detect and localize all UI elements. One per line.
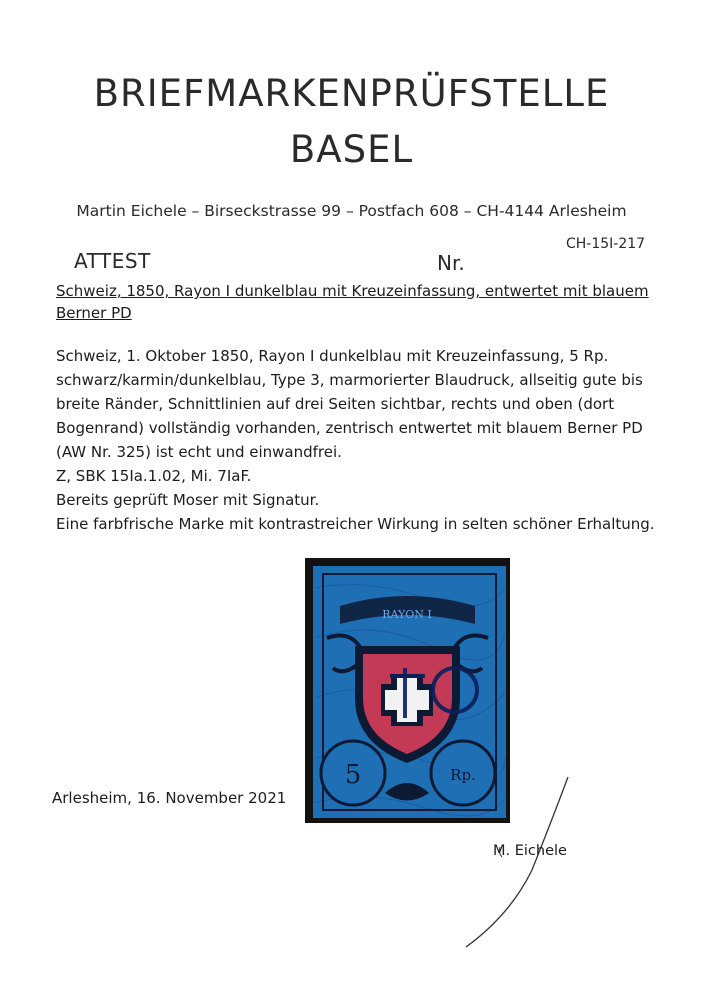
subject-line [56, 280, 666, 324]
address-line: Martin Eichele – Birseckstrasse 99 – Postfach 608 – CH-4144 Arlesheim [76, 202, 627, 220]
certificate-number: CH-15I-217 [566, 236, 646, 252]
certificate-body [56, 344, 671, 536]
attest-label: ATTEST [74, 249, 151, 273]
stamp-value-unit: Rp. [450, 766, 476, 784]
title-line-1: BRIEFMARKENPRÜFSTELLE [93, 72, 610, 115]
signature-stroke [440, 775, 570, 950]
place-and-date: Arlesheim, 16. November 2021 [52, 789, 287, 807]
reverse-show-through [70, 176, 670, 194]
catalog-reference: Z, SBK 15Ia.1.02, Mi. 7IaF. [56, 467, 252, 485]
signer-name: M. Eichele [493, 843, 567, 859]
stamp-banner-text: RAYON I [382, 608, 432, 621]
subject-text: Schweiz, 1850, Rayon I dunkelblau mit Kreuzeinfassung, entwertet mit blauem Berner PD [56, 282, 649, 322]
description-paragraph: Schweiz, 1. Oktober 1850, Rayon I dunkelblau mit Kreuzeinfassung, 5 Rp. schwarz/karmin/dunkelblau, Type 3, marmorierter Blaudruck, allseitig gute bis breite Ränder, Schnittlinien auf drei Seiten sichtbar, rechts und oben (dort Bogenrand) vollständig vorhanden, zentrisch entwertet mit blauem Berner PD (AW Nr. 325) ist echt und einwandfrei. [56, 347, 643, 461]
previous-expertise-note: Bereits geprüft Moser mit Signatur. [56, 491, 320, 509]
title-line-2: BASEL [289, 128, 414, 171]
number-label: Nr. [437, 251, 465, 275]
closing-remark: Eine farbfrische Marke mit kontrastreicher Wirkung in selten schöner Erhaltung. [56, 515, 655, 533]
stamp-value-numeral: 5 [344, 760, 362, 790]
